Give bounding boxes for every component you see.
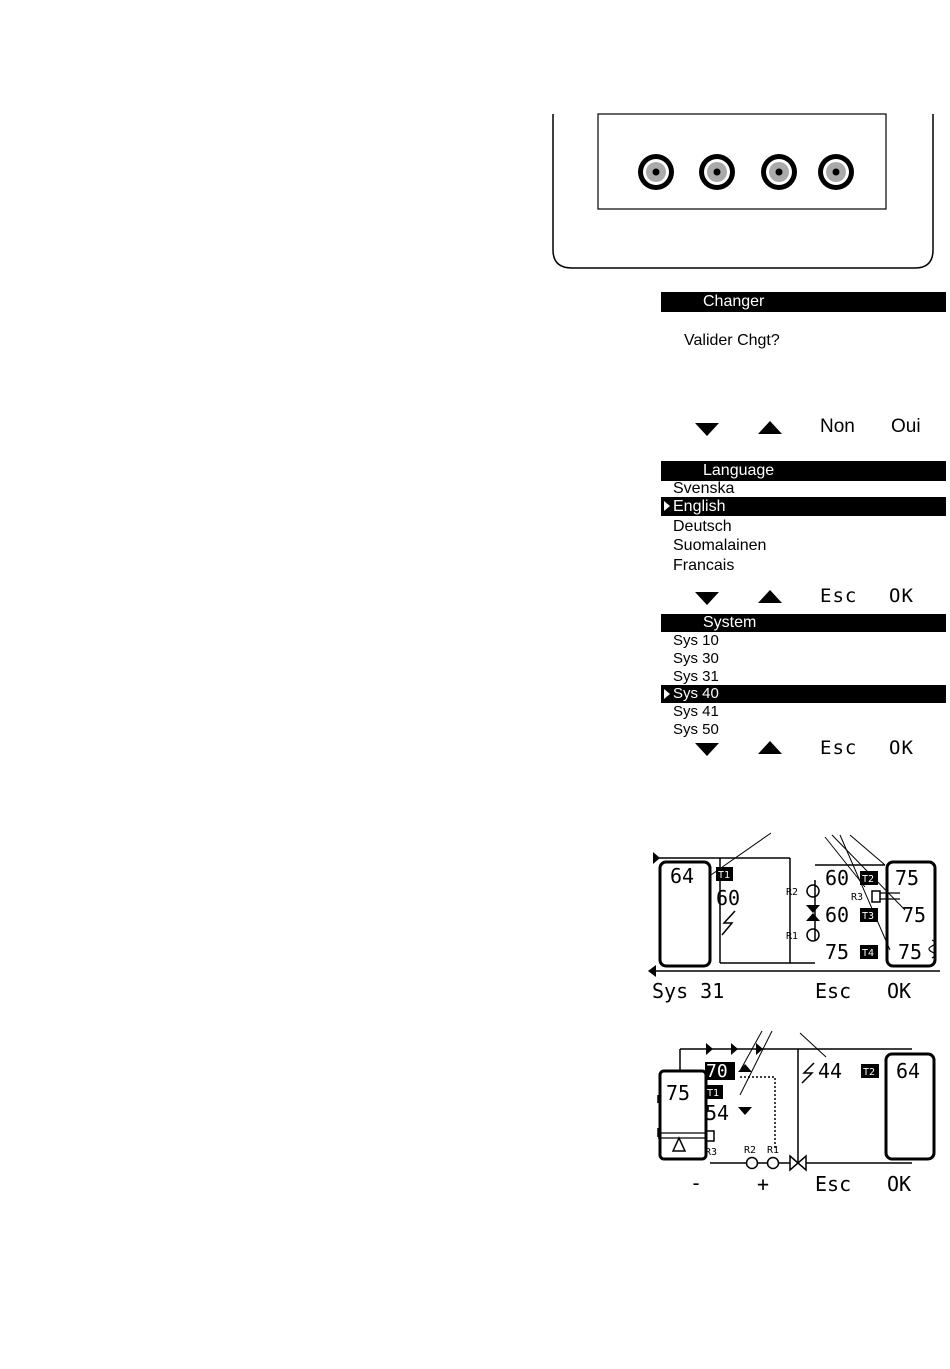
system-title: System <box>703 614 757 631</box>
system-item-sys30[interactable]: Sys 30 <box>673 650 719 667</box>
right-tank-temp: 64 <box>896 1059 921 1083</box>
language-item-francais[interactable]: Francais <box>673 557 735 574</box>
ok-button[interactable]: OK <box>887 979 912 1003</box>
system-label: Sys 31 <box>652 979 725 1003</box>
language-header <box>661 461 946 481</box>
up-arrow-icon[interactable] <box>758 741 782 754</box>
t2-tag-label: T2 <box>863 1067 876 1078</box>
decrease-icon <box>738 1107 752 1115</box>
pump-r2-icon <box>807 885 819 897</box>
t3-tag-label: T3 <box>862 911 875 922</box>
diagram2-schematic <box>640 1025 945 1200</box>
language-item-svenska[interactable]: Svenska <box>673 480 735 497</box>
language-item-label: English <box>673 498 726 515</box>
esc-button[interactable]: Esc <box>820 737 858 759</box>
r1-temp: 60 <box>825 903 850 927</box>
system-item-sys41[interactable]: Sys 41 <box>673 703 719 720</box>
selection-pointer-icon <box>663 688 671 700</box>
system-header <box>661 614 946 632</box>
right-tank-bot-temp: 75 <box>898 940 923 964</box>
system-item-sys10[interactable]: Sys 10 <box>673 632 719 649</box>
t1-tag-label: T1 <box>718 870 731 881</box>
system-item-sys31[interactable]: Sys 31 <box>673 668 719 685</box>
bottom-temp: 75 <box>825 940 850 964</box>
down-arrow-icon[interactable] <box>695 743 719 756</box>
sys31-schematic <box>640 825 945 1005</box>
connector-1-icon <box>638 154 674 190</box>
connector-2-icon <box>699 154 735 190</box>
changer-question: Valider Chgt? <box>684 332 780 349</box>
t4-tag-label: T4 <box>862 948 875 959</box>
down-arrow-icon[interactable] <box>695 592 719 605</box>
up-arrow-icon[interactable] <box>758 421 782 434</box>
r2-tag: R2 <box>744 1145 757 1156</box>
left-tank-temp: 75 <box>666 1081 691 1105</box>
left-tank-temp: 64 <box>670 864 695 888</box>
minus-button[interactable]: - <box>690 1171 703 1195</box>
esc-button[interactable]: Esc <box>815 1172 852 1196</box>
esc-button[interactable]: Esc <box>815 979 852 1003</box>
t1-temp: 54 <box>705 1101 730 1125</box>
up-arrow-icon[interactable] <box>758 590 782 603</box>
r2-temp: 60 <box>825 866 850 890</box>
heater-icon <box>722 911 735 935</box>
connector-4-icon <box>818 154 854 190</box>
r2-tag: R2 <box>786 887 799 898</box>
right-tank-top-temp: 75 <box>895 866 920 890</box>
no-button[interactable]: Non <box>820 416 855 437</box>
r3-tag: R3 <box>705 1147 718 1158</box>
changer-title: Changer <box>703 293 765 310</box>
r1-tag: R1 <box>786 931 799 942</box>
ok-button[interactable]: OK <box>889 585 914 607</box>
pump-r1-icon <box>807 929 819 941</box>
t1-temp: 60 <box>716 886 741 910</box>
system-item-label: Sys 40 <box>673 685 719 702</box>
r3-tag: R3 <box>851 892 864 903</box>
down-arrow-icon[interactable] <box>695 423 719 436</box>
t1-tag-label: T1 <box>707 1088 720 1099</box>
increase-icon <box>738 1064 752 1072</box>
system-item-sys50[interactable]: Sys 50 <box>673 721 719 738</box>
changer-header <box>661 292 946 312</box>
pump-r2-icon <box>747 1158 758 1169</box>
system-item-sys40[interactable] <box>661 685 946 703</box>
language-item-english[interactable] <box>661 497 946 516</box>
connector-3-icon <box>761 154 797 190</box>
t2-temp: 44 <box>818 1059 843 1083</box>
esc-button[interactable]: Esc <box>820 585 858 607</box>
valve-r3-icon <box>872 891 880 902</box>
ok-button[interactable]: OK <box>889 737 914 759</box>
right-tank-mid-temp: 75 <box>902 903 927 927</box>
language-item-suomalainen[interactable]: Suomalainen <box>673 537 767 554</box>
plus-button[interactable]: + <box>757 1172 770 1196</box>
ok-button[interactable]: OK <box>887 1172 912 1196</box>
language-item-deutsch[interactable]: Deutsch <box>673 518 732 535</box>
yes-button[interactable]: Oui <box>891 416 921 437</box>
language-title: Language <box>703 462 775 479</box>
r1-tag: R1 <box>767 1145 780 1156</box>
heater-icon <box>802 1063 814 1083</box>
selection-pointer-icon <box>663 500 671 512</box>
t2-tag-label: T2 <box>862 874 875 885</box>
setpoint-value[interactable]: 70 <box>706 1061 728 1082</box>
pump-r1-icon <box>768 1158 779 1169</box>
device-panel <box>550 112 940 272</box>
callout-line <box>850 835 885 865</box>
